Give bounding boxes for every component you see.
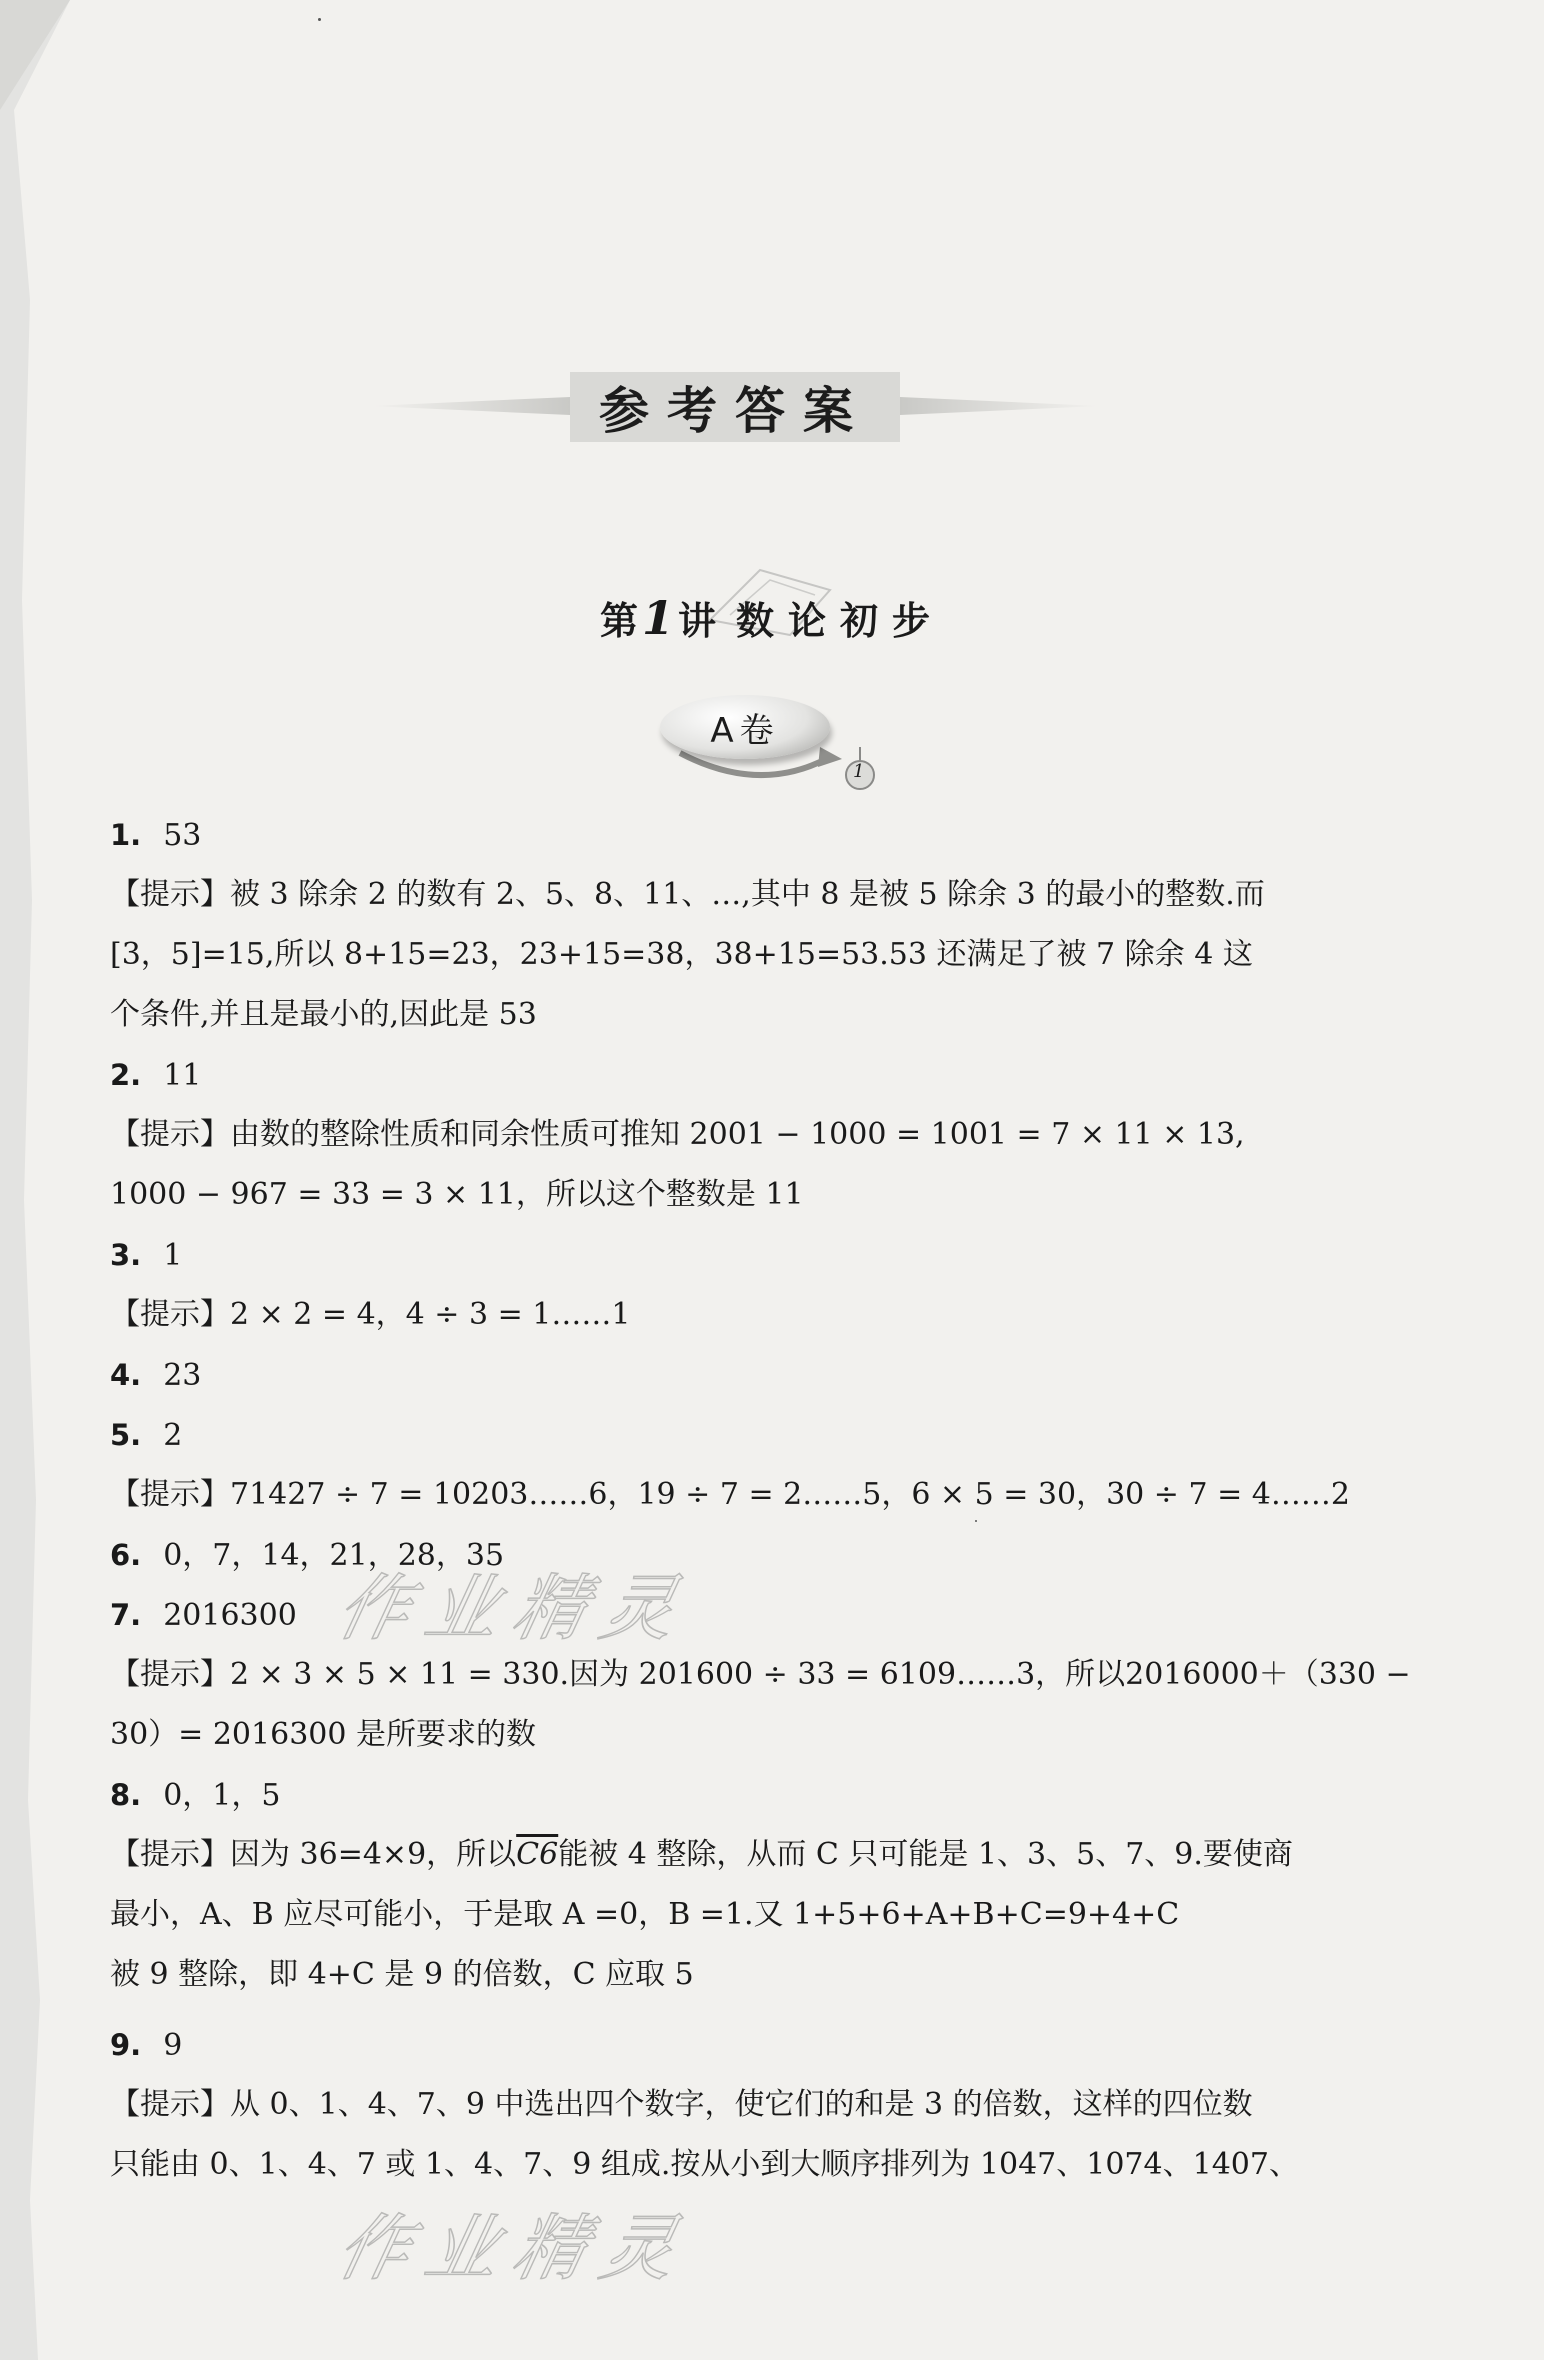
hint-text: 被 3 除余 2 的数有 2、5、8、11、…,其中 8 是被 5 除余 3 的最小的整数.而 xyxy=(230,877,1265,912)
question-number: 7. xyxy=(110,1598,142,1632)
hint-text: 71427 ÷ 7 = 10203……6，19 ÷ 7 = 2……5，6 × 5 = 30，30 ÷ 7 = 4……2 xyxy=(230,1477,1350,1512)
speck xyxy=(975,1520,977,1522)
answer-value: 2 xyxy=(163,1418,183,1453)
answer-value: 1 xyxy=(163,1238,183,1273)
hint-label: 【提示】 xyxy=(110,1477,230,1512)
question-number: 3. xyxy=(110,1238,142,1272)
hint-text: 30）= 2016300 是所要求的数 xyxy=(110,1717,536,1752)
hint-line xyxy=(110,925,1253,985)
question-number: 9. xyxy=(110,2028,142,2062)
hint-label: 【提示】 xyxy=(110,1117,230,1152)
answer-line xyxy=(110,1045,201,1106)
hint-text: 最小，A、B 应尽可能小，于是取 A =0，B =1.又 1+5+6+A+B+C=9+4+C xyxy=(110,1897,1180,1932)
lecture-topic: 数论初步 xyxy=(736,598,945,643)
answer-value: 53 xyxy=(163,818,202,853)
hint-line xyxy=(110,2135,1299,2195)
hint-text: 2 × 3 × 5 × 11 = 330.因为 201600 ÷ 33 = 6109……3，所以2016000＋（330 − xyxy=(230,1657,1411,1692)
hint-line xyxy=(110,985,537,1045)
hint-line xyxy=(110,1645,1411,1705)
answer-line xyxy=(110,1405,182,1466)
question-number: 8. xyxy=(110,1778,142,1812)
hint-text: 个条件,并且是最小的,因此是 53 xyxy=(110,997,537,1032)
page-title: 参考答案 xyxy=(599,381,871,440)
hint-label: 【提示】 xyxy=(110,877,230,912)
section-oval xyxy=(660,695,830,759)
watermark: 作业精灵 xyxy=(329,2206,700,2290)
title-box xyxy=(570,372,900,442)
section-badge xyxy=(660,695,880,795)
banner-right-band xyxy=(900,397,1100,415)
title-banner xyxy=(370,372,1100,442)
answer-line xyxy=(110,1345,201,1406)
torn-corner xyxy=(0,0,70,110)
answer-line xyxy=(110,1765,280,1826)
hint-line xyxy=(110,865,1265,925)
hint-line xyxy=(110,1105,1245,1165)
question-number: 5. xyxy=(110,1418,142,1452)
hint-text: 2 × 2 = 4，4 ÷ 3 = 1……1 xyxy=(230,1297,631,1332)
answer-line xyxy=(110,1525,504,1586)
question-number: 2. xyxy=(110,1058,142,1092)
lecture-prefix: 第 xyxy=(599,598,638,643)
hint-text: 因为 36=4×9，所以 xyxy=(230,1837,517,1872)
answer-value: 11 xyxy=(163,1058,202,1093)
hint-text: 能被 4 整除，从而 C 只可能是 1、3、5、7、9.要使商 xyxy=(558,1837,1293,1872)
hint-line xyxy=(110,1705,536,1765)
hint-line xyxy=(110,1945,694,2005)
hint-line xyxy=(110,2075,1253,2135)
hint-line xyxy=(110,1285,630,1345)
hint-text: 1000 − 967 = 33 = 3 × 11，所以这个整数是 11 xyxy=(110,1177,804,1212)
answer-value: 9 xyxy=(163,2028,183,2063)
hint-text: 只能由 0、1、4、7 或 1、4、7、9 组成.按从小到大顺序排列为 1047、1074、1407、 xyxy=(110,2147,1299,2182)
hint-label: 【提示】 xyxy=(110,1657,230,1692)
hint-line xyxy=(110,1165,804,1225)
answer-line xyxy=(110,805,201,866)
hint-label: 【提示】 xyxy=(110,2087,230,2122)
hint-text: 由数的整除性质和同余性质可推知 2001 − 1000 = 1001 = 7 × 11 × 13, xyxy=(230,1117,1245,1152)
section-label: A卷 xyxy=(710,710,780,751)
answer-value: 2016300 xyxy=(163,1598,297,1633)
speck xyxy=(318,18,321,21)
hint-line xyxy=(110,1885,1179,1945)
answer-line xyxy=(110,1585,297,1646)
hint-line xyxy=(110,1825,1293,1885)
hint-text: 被 9 整除，即 4+C 是 9 的倍数，C 应取 5 xyxy=(110,1957,694,1992)
hint-text: 从 0、1、4、7、9 中选出四个数字，使它们的和是 3 的倍数，这样的四位数 xyxy=(230,2087,1253,2122)
question-number: 6. xyxy=(110,1538,142,1572)
banner-left-band xyxy=(370,397,570,415)
hint-label: 【提示】 xyxy=(110,1297,230,1332)
hint-line xyxy=(110,1465,1350,1525)
answer-line xyxy=(110,1225,182,1286)
lecture-number: 1 xyxy=(641,591,674,645)
lecture-heading xyxy=(0,590,1544,645)
section-page-marker: 1 xyxy=(853,761,865,782)
hint-label: 【提示】 xyxy=(110,1837,230,1872)
overlined-number: C6 xyxy=(516,1837,559,1872)
answer-value: 0，1，5 xyxy=(163,1778,281,1813)
hint-text: [3，5]=15,所以 8+15=23，23+15=38，38+15=53.53 还满足了被 7 除余 4 这 xyxy=(110,937,1253,972)
answer-value: 0，7，14，21，28，35 xyxy=(163,1538,505,1573)
answer-line xyxy=(110,2015,182,2076)
question-number: 1. xyxy=(110,818,142,852)
watermark: 作业精灵 xyxy=(329,1566,700,1650)
answer-value: 23 xyxy=(163,1358,202,1393)
lecture-suffix: 讲 xyxy=(678,598,717,643)
question-number: 4. xyxy=(110,1358,142,1392)
